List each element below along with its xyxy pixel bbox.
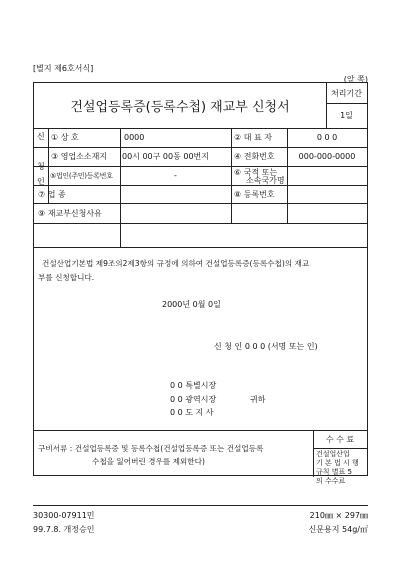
recipient-metro-city: 0 0 광역시장 bbox=[170, 395, 217, 404]
business-type-label: ⑦ 업 종 bbox=[38, 189, 66, 199]
corp-reg-no-value[interactable]: - bbox=[174, 171, 177, 180]
nationality-label-2: 소속국가명 bbox=[246, 176, 285, 185]
fee-line-1: 건설업산업 bbox=[316, 450, 350, 458]
page-side-label: (앞 쪽) bbox=[343, 75, 368, 84]
reissue-reason-label: ⑨ 재교부신청사유 bbox=[38, 208, 102, 218]
statement-line-1: 건설산업기본법 제9조의2제3항의 규정에 의하여 건설업등록증(등록수첩)의 재교 bbox=[42, 259, 310, 268]
applicant-signature[interactable]: 신 청 인 0 0 0 (서명 또는 인) bbox=[214, 342, 318, 351]
representative-value[interactable]: 0 0 0 bbox=[316, 133, 338, 142]
statement-line-2: 부를 신청합니다. bbox=[38, 273, 95, 282]
required-documents-line-2: 수첩을 잃어버린 경우를 제외한다) bbox=[92, 457, 205, 466]
trade-name-value[interactable]: 0000 bbox=[124, 133, 145, 142]
trade-name-label: ① 상 호 bbox=[51, 133, 79, 142]
address-label: ③ 영업소소재지 bbox=[51, 152, 108, 161]
fee-label: 수 수 료 bbox=[325, 434, 355, 444]
fee-line-4: 의 수수료 bbox=[316, 477, 346, 485]
paper-size: 210㎜ × 297㎜ bbox=[309, 511, 368, 520]
form-code: 30300-07911민 bbox=[33, 511, 95, 520]
nationality-label: ⑥ 국적 또는 bbox=[234, 168, 278, 177]
fee-line-2: 기 본 법 시 행 bbox=[316, 459, 359, 467]
phone-value[interactable]: 000-000-0000 bbox=[298, 152, 356, 161]
applicant-label-1: 신 bbox=[37, 132, 45, 141]
approval-date: 99.7.8. 개정승인 bbox=[33, 525, 95, 534]
application-date: 2000년 0월 0일 bbox=[162, 300, 221, 309]
processing-period-label: 처리기간 bbox=[331, 88, 362, 98]
registration-number-label: ⑧ 등록번호 bbox=[234, 189, 275, 199]
recipient-suffix: 귀하 bbox=[250, 395, 266, 404]
processing-period-value: 1일 bbox=[340, 111, 353, 120]
applicant-label-2: 청 bbox=[37, 162, 45, 171]
form-title: 건설업등록증(등록수첩) 재교부 신청서 bbox=[70, 100, 290, 115]
recipient-province: 0 0 도 지 사 bbox=[170, 408, 214, 417]
form-number: [별지 제6호서식] bbox=[33, 64, 94, 73]
recipient-special-city: 0 0 특별시장 bbox=[170, 381, 217, 390]
fee-line-3: 규칙 별표 5 bbox=[316, 468, 352, 476]
applicant-label-3: 인 bbox=[37, 177, 45, 186]
phone-label: ④ 전화번호 bbox=[234, 152, 275, 161]
paper-type: 신문용지 54g/㎡ bbox=[308, 525, 368, 534]
required-documents-line-1: 구비서류 : 건설업등록증 및 등록수첩(건설업등록증 또는 건설업등록 bbox=[38, 444, 264, 453]
corp-reg-no-label: ⑤법인(주민)등록번호 bbox=[50, 171, 113, 180]
representative-label: ② 대 표 자 bbox=[234, 133, 272, 142]
address-value[interactable]: 00시 00구 00동 00번지 bbox=[122, 152, 209, 161]
application-form bbox=[33, 82, 368, 485]
